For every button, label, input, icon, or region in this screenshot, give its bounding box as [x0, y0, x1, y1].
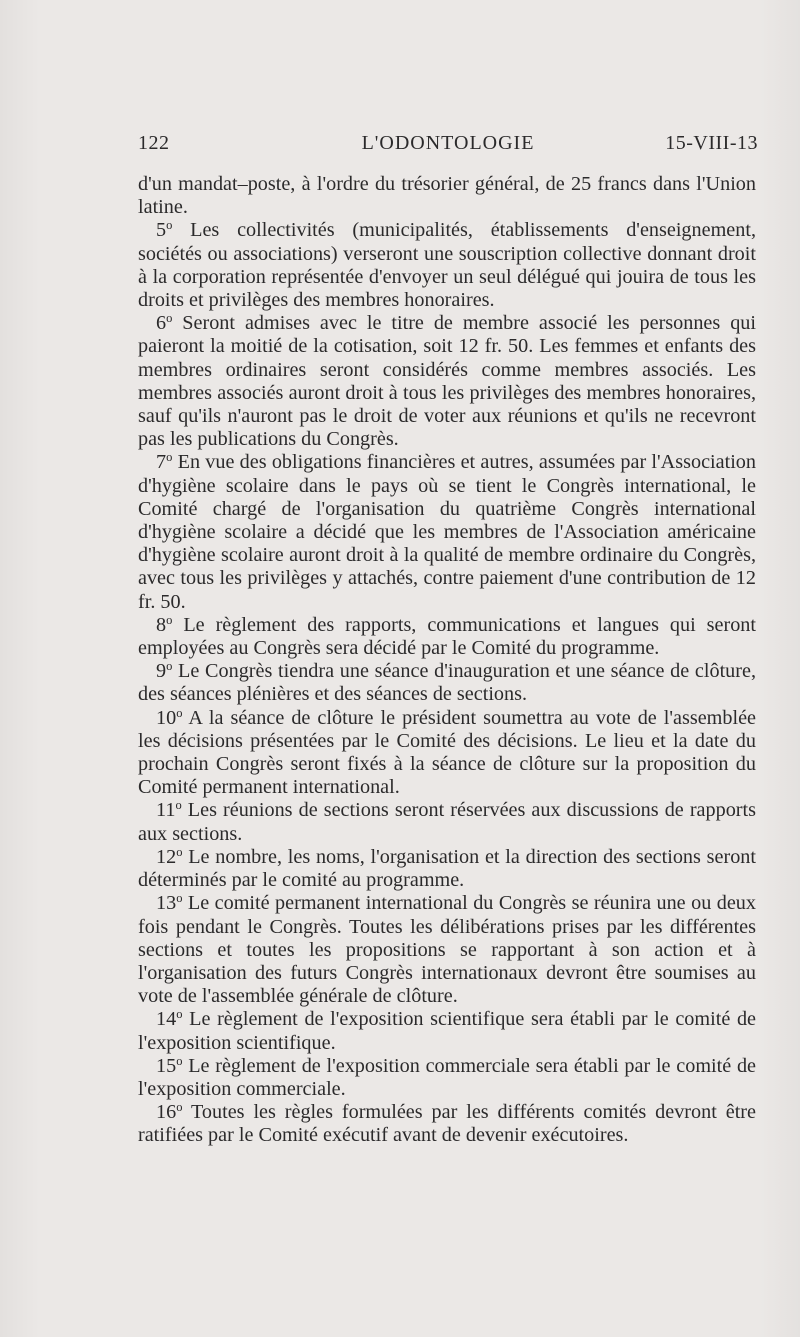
- article-16: [138, 1101, 756, 1147]
- journal-title: L'ODONTOLOGIE: [361, 132, 535, 154]
- article-number: 14: [156, 1008, 177, 1031]
- article-13: [138, 892, 756, 1008]
- article-number: 6: [156, 312, 167, 335]
- article-11: [138, 799, 756, 845]
- article-7: [138, 451, 756, 613]
- ordinal-mark: o: [166, 311, 173, 326]
- article-14: [138, 1008, 756, 1054]
- page-header: [138, 132, 758, 162]
- paragraph-text: Le règlement de l'exposition commerciale sera établi par le comité de l'exposition commerciale.: [138, 1054, 756, 1100]
- paragraph-text: Le Congrès tiendra une séance d'inauguration et une séance de clôture, des séances plénières et des séances de sections.: [138, 660, 756, 706]
- article-15: [138, 1055, 756, 1101]
- article-number: 12: [156, 845, 177, 868]
- paragraph-text: Le comité permanent international du Congrès se réunira une ou deux fois pendant le Congrès. Toutes les délibérations prises par les différentes sections et toutes les propositions se rapportant à son action et à l'organisation des futurs Congrès internationaux devront être soumises au vote de l'assemblée générale de clôture.: [138, 892, 756, 1008]
- ordinal-mark: o: [176, 1100, 183, 1115]
- paragraph-text: Le règlement de l'exposition scientifique sera établi par le comité de l'exposition scientifique.: [138, 1008, 756, 1054]
- paragraph: [138, 173, 756, 219]
- ordinal-mark: o: [166, 612, 173, 627]
- ordinal-mark: o: [166, 218, 173, 233]
- article-number: 10: [156, 706, 177, 729]
- paragraph-text: Le règlement des rapports, communications et langues qui seront employées au Congrès sera décidé par le Comité du programme.: [138, 613, 756, 660]
- paragraph-text: Seront admises avec le titre de membre associé les personnes qui paieront la moitié de la cotisation, soit 12 fr. 50. Les femmes et enfants des membres ordinaires seront considérés comme membres associés. Les membres associés auront droit à tous les privilèges des membres honoraires, sauf qu'ils n'auront pas le droit de voter aux réunions et qu'ils ne recevront pas les publications du Congrès.: [138, 312, 756, 451]
- article-9: [138, 660, 756, 706]
- paragraph-text: d'un mandat–poste, à l'ordre du trésorier général, de 25 francs dans l'Union latine.: [138, 173, 756, 219]
- ordinal-mark: o: [176, 845, 183, 860]
- issue-date: 15-VIII-13: [665, 132, 758, 154]
- article-number: 8: [156, 613, 167, 636]
- ordinal-mark: o: [166, 659, 173, 674]
- article-number: 9: [156, 660, 167, 683]
- paragraph-text: Le nombre, les noms, l'organisation et la direction des sections seront déterminés par le comité au programme.: [138, 845, 756, 892]
- paragraph-text: A la séance de clôture le président soumettra au vote de l'assemblée les décisions présentées par le Comité des décisions. Le lieu et la date du prochain Congrès seront fixés à la séance de clôture sur la proposition du Comité permanent international.: [138, 706, 756, 799]
- paragraph-text: Toutes les règles formulées par les différents comités devront être ratifiées par le Comité exécutif avant de devenir exécutoires.: [138, 1101, 756, 1147]
- article-number: 7: [156, 451, 167, 474]
- article-8: [138, 614, 756, 660]
- page-number: 122: [138, 132, 170, 154]
- article-10: [138, 707, 756, 800]
- article-number: 5: [156, 219, 167, 242]
- article-number: 16: [156, 1101, 177, 1124]
- article-number: 11: [156, 799, 176, 822]
- paragraph-text: Les réunions de sections seront réservées aux discussions de rapports aux sections.: [138, 799, 756, 845]
- article-6: [138, 312, 756, 451]
- article-number: 13: [156, 892, 177, 915]
- ordinal-mark: o: [176, 891, 183, 906]
- ordinal-mark: o: [176, 705, 183, 720]
- article-5: [138, 219, 756, 312]
- paragraph-text: Les collectivités (municipalités, établissements d'enseignement, sociétés ou associations) verseront une souscription collective donnant droit à la corporation représentée d'envoyer un seul délégué qui jouira de tous les droits et privilèges des membres honoraires.: [138, 219, 756, 312]
- ordinal-mark: o: [176, 1007, 183, 1022]
- article-12: [138, 846, 756, 892]
- ordinal-mark: o: [166, 450, 173, 465]
- paragraph-text: En vue des obligations financières et autres, assumées par l'Association d'hygiène scolaire dans le pays où se tient le Congrès international, le Comité chargé de l'organisation du quatrième Congrès international d'hygiène scolaire a décidé que les membres de l'Association américaine d'hygiène scolaire auront droit à la qualité de membre ordinaire du Congrès, avec tous les privilèges y attachés, contre paiement d'une contribution de 12 fr. 50.: [138, 451, 756, 613]
- article-body: [138, 173, 756, 1148]
- ordinal-mark: o: [176, 1053, 183, 1068]
- ordinal-mark: o: [175, 798, 182, 813]
- article-number: 15: [156, 1054, 177, 1077]
